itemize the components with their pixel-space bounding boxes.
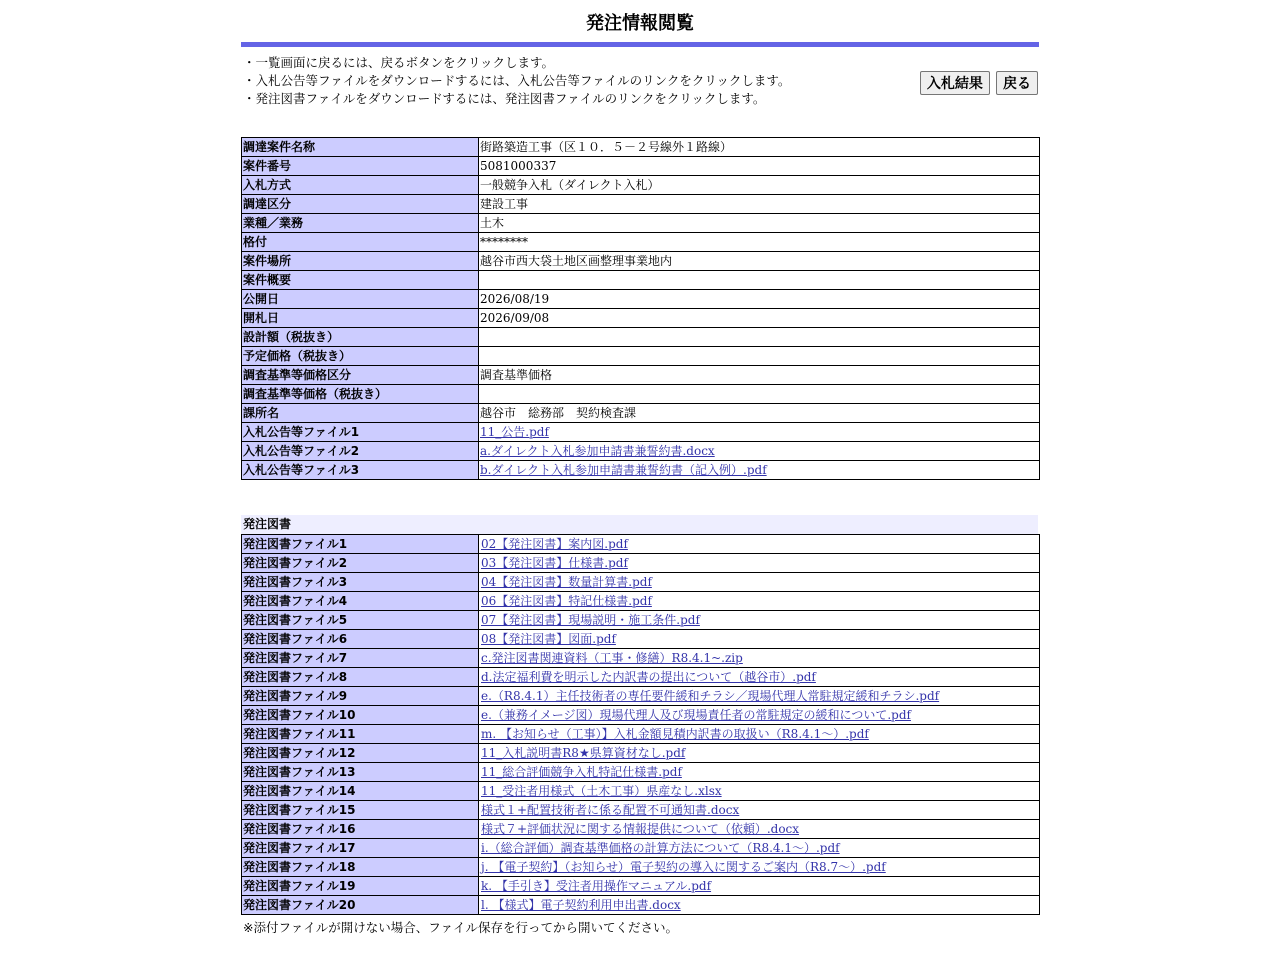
- info-field-label: 案件概要: [242, 271, 479, 290]
- table-row: [242, 744, 1040, 763]
- info-field-label: 公開日: [242, 290, 479, 309]
- table-row: [242, 554, 1040, 573]
- order-doc-file-value-cell: [479, 668, 1040, 687]
- notice-file-value-cell: [479, 423, 1040, 442]
- table-row: [242, 706, 1040, 725]
- order-doc-file-link[interactable]: e.（R8.4.1）主任技術者の専任要件緩和チラシ／現場代理人常駐規定緩和チラシ.pdf: [481, 689, 940, 703]
- table-row: [242, 535, 1040, 554]
- table-row: [242, 668, 1040, 687]
- order-doc-file-link[interactable]: j. 【電子契約】（お知らせ）電子契約の導入に関するご案内（R8.7～）.pdf: [481, 860, 886, 874]
- footer-note: ※添付ファイルが開けない場合、ファイル保存を行ってから開いてください。: [243, 920, 678, 935]
- order-doc-file-label: 発注図書ファイル1: [242, 535, 479, 554]
- table-row: [242, 347, 1040, 366]
- order-doc-file-link[interactable]: k. 【手引き】受注者用操作マニュアル.pdf: [481, 879, 712, 893]
- table-row: [242, 820, 1040, 839]
- table-row: [242, 858, 1040, 877]
- order-doc-file-label: 発注図書ファイル17: [242, 839, 479, 858]
- table-row: [242, 195, 1040, 214]
- docs-file-table: [241, 534, 1040, 915]
- order-doc-file-value-cell: [479, 554, 1040, 573]
- info-field-label: 予定価格（税抜き）: [242, 347, 479, 366]
- order-doc-file-label: 発注図書ファイル2: [242, 554, 479, 573]
- order-doc-file-label: 発注図書ファイル6: [242, 630, 479, 649]
- table-row: [242, 801, 1040, 820]
- order-doc-file-link[interactable]: 11_総合評価競争入札特記仕様書.pdf: [481, 765, 682, 779]
- info-field-label: 調査基準等価格区分: [242, 366, 479, 385]
- table-row: [242, 763, 1040, 782]
- table-row: [242, 157, 1040, 176]
- order-doc-file-link[interactable]: 08【発注図書】図面.pdf: [481, 632, 616, 646]
- order-doc-file-value-cell: [479, 801, 1040, 820]
- order-doc-file-value-cell: [479, 573, 1040, 592]
- info-field-value-cell: [479, 271, 1040, 290]
- order-doc-file-link[interactable]: e.（兼務イメージ図）現場代理人及び現場責任者の常駐規定の緩和について.pdf: [481, 708, 911, 722]
- table-row: [242, 404, 1040, 423]
- notice-file-value-cell: [479, 461, 1040, 480]
- back-button[interactable]: 戻る: [996, 71, 1038, 95]
- info-field-value-cell: 5081000337: [479, 157, 1040, 176]
- table-row: [242, 461, 1040, 480]
- notice-file-link[interactable]: 11_公告.pdf: [480, 425, 549, 439]
- order-doc-file-value-cell: [479, 592, 1040, 611]
- order-doc-file-link[interactable]: i.（総合評価）調査基準価格の計算方法について（R8.4.1～）.pdf: [481, 841, 840, 855]
- table-row: [242, 782, 1040, 801]
- table-row: [242, 385, 1040, 404]
- order-doc-file-value-cell: [479, 820, 1040, 839]
- table-row: [242, 442, 1040, 461]
- table-row: [242, 309, 1040, 328]
- order-doc-file-label: 発注図書ファイル4: [242, 592, 479, 611]
- order-doc-file-link[interactable]: m. 【お知らせ（工事）】入札金額見積内訳書の取扱い（R8.4.1～）.pdf: [481, 727, 869, 741]
- order-doc-file-label: 発注図書ファイル13: [242, 763, 479, 782]
- docs-section-title: 発注図書: [241, 515, 1038, 534]
- table-row: [242, 725, 1040, 744]
- info-field-value-cell: [479, 347, 1040, 366]
- order-doc-file-label: 発注図書ファイル5: [242, 611, 479, 630]
- order-doc-file-value-cell: [479, 763, 1040, 782]
- order-doc-file-label: 発注図書ファイル19: [242, 877, 479, 896]
- order-doc-file-link[interactable]: 03【発注図書】仕様書.pdf: [481, 556, 628, 570]
- page-container: [241, 0, 1039, 936]
- order-doc-file-link[interactable]: 11_受注者用様式（土木工事）県産なし.xlsx: [481, 784, 722, 798]
- order-doc-file-link[interactable]: 04【発注図書】数量計算書.pdf: [481, 575, 652, 589]
- order-doc-file-label: 発注図書ファイル14: [242, 782, 479, 801]
- order-doc-file-label: 発注図書ファイル8: [242, 668, 479, 687]
- order-doc-file-link[interactable]: 様式７+評価状況に関する情報提供について（依頼）.docx: [481, 822, 800, 836]
- info-field-value-cell: 2026/08/19: [479, 290, 1040, 309]
- order-doc-file-link[interactable]: 02【発注図書】案内図.pdf: [481, 537, 628, 551]
- info-field-value-cell: 土木: [479, 214, 1040, 233]
- table-row: [242, 649, 1040, 668]
- info-field-label: 業種／業務: [242, 214, 479, 233]
- info-field-label: 案件番号: [242, 157, 479, 176]
- table-row: [242, 423, 1040, 442]
- notice-file-label: 入札公告等ファイル1: [242, 423, 479, 442]
- table-row: [242, 252, 1040, 271]
- table-row: [242, 271, 1040, 290]
- info-field-value-cell: 建設工事: [479, 195, 1040, 214]
- table-row: [242, 630, 1040, 649]
- table-row: [242, 877, 1040, 896]
- info-field-label: 案件場所: [242, 252, 479, 271]
- order-doc-file-label: 発注図書ファイル11: [242, 725, 479, 744]
- action-buttons: [919, 71, 1038, 95]
- order-doc-file-link[interactable]: 06【発注図書】特記仕様書.pdf: [481, 594, 652, 608]
- instructions: [241, 47, 1039, 115]
- page-title: 発注情報閲覧: [586, 13, 694, 34]
- notice-file-link[interactable]: b.ダイレクト入札参加申請書兼誓約書（記入例）.pdf: [480, 463, 767, 477]
- info-field-label: 入札方式: [242, 176, 479, 195]
- info-field-label: 調達区分: [242, 195, 479, 214]
- info-field-value-cell: 越谷市 総務部 契約検査課: [479, 404, 1040, 423]
- table-row: [242, 896, 1040, 915]
- order-doc-file-link[interactable]: 11_入札説明書R8★県算資材なし.pdf: [481, 746, 686, 760]
- order-doc-file-label: 発注図書ファイル12: [242, 744, 479, 763]
- notice-file-value-cell: [479, 442, 1040, 461]
- order-doc-file-value-cell: [479, 535, 1040, 554]
- order-doc-file-label: 発注図書ファイル3: [242, 573, 479, 592]
- info-field-value-cell: 調査基準価格: [479, 366, 1040, 385]
- table-row: [242, 573, 1040, 592]
- instruction-item: ・入札公告等ファイルをダウンロードするには、入札公告等ファイルのリンクをクリックします。: [243, 73, 791, 88]
- info-field-value-cell: 越谷市西大袋土地区画整理事業地内: [479, 252, 1040, 271]
- procurement-info-table: [241, 137, 1040, 480]
- info-field-value-cell: [479, 328, 1040, 347]
- order-doc-file-value-cell: [479, 896, 1040, 915]
- order-doc-file-label: 発注図書ファイル20: [242, 896, 479, 915]
- table-row: [242, 366, 1040, 385]
- order-doc-file-label: 発注図書ファイル9: [242, 687, 479, 706]
- order-doc-file-link[interactable]: c.発注図書関連資料（工事・修繕）R8.4.1~.zip: [481, 651, 743, 665]
- info-field-label: 設計額（税抜き）: [242, 328, 479, 347]
- info-field-value-cell: ********: [479, 233, 1040, 252]
- info-field-value-cell: 街路築造工事（区１０．５－２号線外１路線）: [479, 138, 1040, 157]
- order-doc-file-value-cell: [479, 630, 1040, 649]
- order-doc-file-value-cell: [479, 706, 1040, 725]
- table-row: [242, 138, 1040, 157]
- order-doc-file-link[interactable]: d.法定福利費を明示した内訳書の提出について（越谷市）.pdf: [481, 670, 816, 684]
- info-field-value-cell: 2026/09/08: [479, 309, 1040, 328]
- order-doc-file-value-cell: [479, 877, 1040, 896]
- order-doc-file-value-cell: [479, 782, 1040, 801]
- order-doc-file-value-cell: [479, 649, 1040, 668]
- order-doc-file-value-cell: [479, 744, 1040, 763]
- instruction-item: ・一覧画面に戻るには、戻るボタンをクリックします。: [243, 55, 555, 70]
- info-field-label: 格付: [242, 233, 479, 252]
- order-doc-file-label: 発注図書ファイル7: [242, 649, 479, 668]
- notice-file-label: 入札公告等ファイル3: [242, 461, 479, 480]
- order-doc-file-value-cell: [479, 687, 1040, 706]
- info-field-label: 調達案件名称: [242, 138, 479, 157]
- table-row: [242, 214, 1040, 233]
- order-doc-file-label: 発注図書ファイル16: [242, 820, 479, 839]
- order-doc-file-value-cell: [479, 858, 1040, 877]
- table-row: [242, 592, 1040, 611]
- order-doc-file-value-cell: [479, 725, 1040, 744]
- info-field-label: 開札日: [242, 309, 479, 328]
- order-doc-file-link[interactable]: l. 【様式】電子契約利用申出書.docx: [481, 898, 681, 912]
- order-doc-file-label: 発注図書ファイル10: [242, 706, 479, 725]
- notice-file-label: 入札公告等ファイル2: [242, 442, 479, 461]
- info-field-value-cell: 一般競争入札（ダイレクト入札）: [479, 176, 1040, 195]
- order-doc-file-link[interactable]: 07【発注図書】現場説明・施工条件.pdf: [481, 613, 700, 627]
- table-row: [242, 328, 1040, 347]
- order-doc-file-label: 発注図書ファイル15: [242, 801, 479, 820]
- table-row: [242, 839, 1040, 858]
- table-row: [242, 233, 1040, 252]
- instruction-item: ・発注図書ファイルをダウンロードするには、発注図書ファイルのリンクをクリックします。: [243, 91, 766, 106]
- order-doc-file-value-cell: [479, 611, 1040, 630]
- order-doc-file-label: 発注図書ファイル18: [242, 858, 479, 877]
- table-row: [242, 687, 1040, 706]
- order-doc-file-value-cell: [479, 839, 1040, 858]
- order-doc-file-link[interactable]: 様式１+配置技術者に係る配置不可通知書.docx: [481, 803, 740, 817]
- notice-file-link[interactable]: a.ダイレクト入札参加申請書兼誓約書.docx: [480, 444, 715, 458]
- table-row: [242, 290, 1040, 309]
- info-field-label: 課所名: [242, 404, 479, 423]
- table-row: [242, 176, 1040, 195]
- info-field-value-cell: [479, 385, 1040, 404]
- bid-result-button[interactable]: 入札結果: [920, 71, 990, 95]
- table-row: [242, 611, 1040, 630]
- info-field-label: 調査基準等価格（税抜き）: [242, 385, 479, 404]
